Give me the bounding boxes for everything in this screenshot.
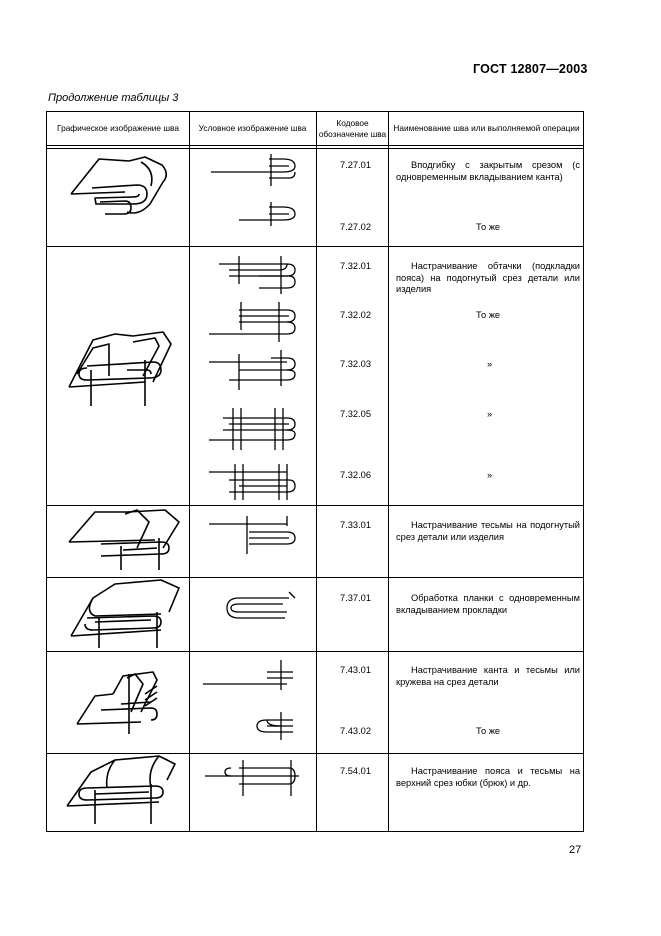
seam-illustration — [65, 508, 183, 574]
column-header: Условное изображение шва — [198, 123, 307, 133]
same-note: То же — [476, 726, 501, 736]
seam-code: 7.32.05 — [340, 409, 372, 419]
seam-code: 7.32.02 — [340, 310, 372, 320]
seam-description: Обработка планки с одновременным вкладыванием прокладки — [396, 593, 580, 615]
seam-illustration — [65, 578, 183, 650]
page-number: 27 — [569, 844, 582, 856]
document-id: ГОСТ 12807—2003 — [473, 62, 588, 76]
seam-description: Вподгибку с закрытым срезом (с одновременным вкладыванием канта) — [396, 160, 580, 182]
seam-code: 7.32.06 — [340, 470, 372, 480]
seam-symbol — [199, 756, 311, 812]
seam-illustration — [63, 754, 183, 830]
column-divider — [189, 112, 190, 831]
seam-code: 7.27.01 — [340, 160, 372, 170]
seam-description: Настрачивание пояса и тесьмы на верхний срез юбки (брюк) и др. — [396, 766, 580, 788]
seam-code: 7.27.02 — [340, 222, 372, 232]
seam-code: 7.32.03 — [340, 359, 372, 369]
seam-table — [46, 111, 584, 832]
seam-description: Настрачивание канта и тесьмы или кружева на срез детали — [396, 665, 580, 687]
header-divider — [47, 145, 583, 146]
column-divider — [316, 112, 317, 831]
same-note: » — [487, 470, 493, 480]
seam-description: Настрачивание обтачки (подкладки пояса) на подогнутый срез детали или изделия — [396, 261, 580, 295]
column-divider — [388, 112, 389, 831]
same-note: То же — [476, 310, 501, 320]
seam-symbol — [199, 584, 311, 634]
same-note: » — [487, 359, 493, 369]
column-header: Графическое изображение шва — [57, 123, 179, 133]
seam-illustration — [63, 322, 179, 412]
row-divider — [47, 505, 583, 506]
seam-code: 7.33.01 — [340, 520, 372, 530]
table-caption: Продолжение таблицы 3 — [48, 92, 179, 104]
seam-symbol — [199, 250, 311, 500]
seam-code: 7.32.01 — [340, 261, 372, 271]
seam-symbol — [197, 656, 311, 742]
seam-description: Настрачивание тесьмы на подогнутый срез детали или изделия — [396, 520, 580, 542]
seam-symbol — [199, 512, 311, 562]
seam-illustration — [67, 152, 177, 232]
seam-code: 7.43.01 — [340, 665, 372, 675]
same-note: То же — [476, 222, 501, 232]
header-divider — [47, 148, 583, 149]
row-divider — [47, 651, 583, 652]
seam-code: 7.43.02 — [340, 726, 372, 736]
seam-symbol — [199, 152, 311, 232]
row-divider — [47, 246, 583, 247]
seam-code: 7.37.01 — [340, 593, 372, 603]
seam-illustration — [71, 664, 171, 740]
seam-code: 7.54.01 — [340, 766, 372, 776]
column-header: Кодовое обозначение шва — [318, 117, 387, 139]
column-header: Наименование шва или выполняемой операции — [393, 123, 580, 133]
same-note: » — [487, 409, 493, 419]
